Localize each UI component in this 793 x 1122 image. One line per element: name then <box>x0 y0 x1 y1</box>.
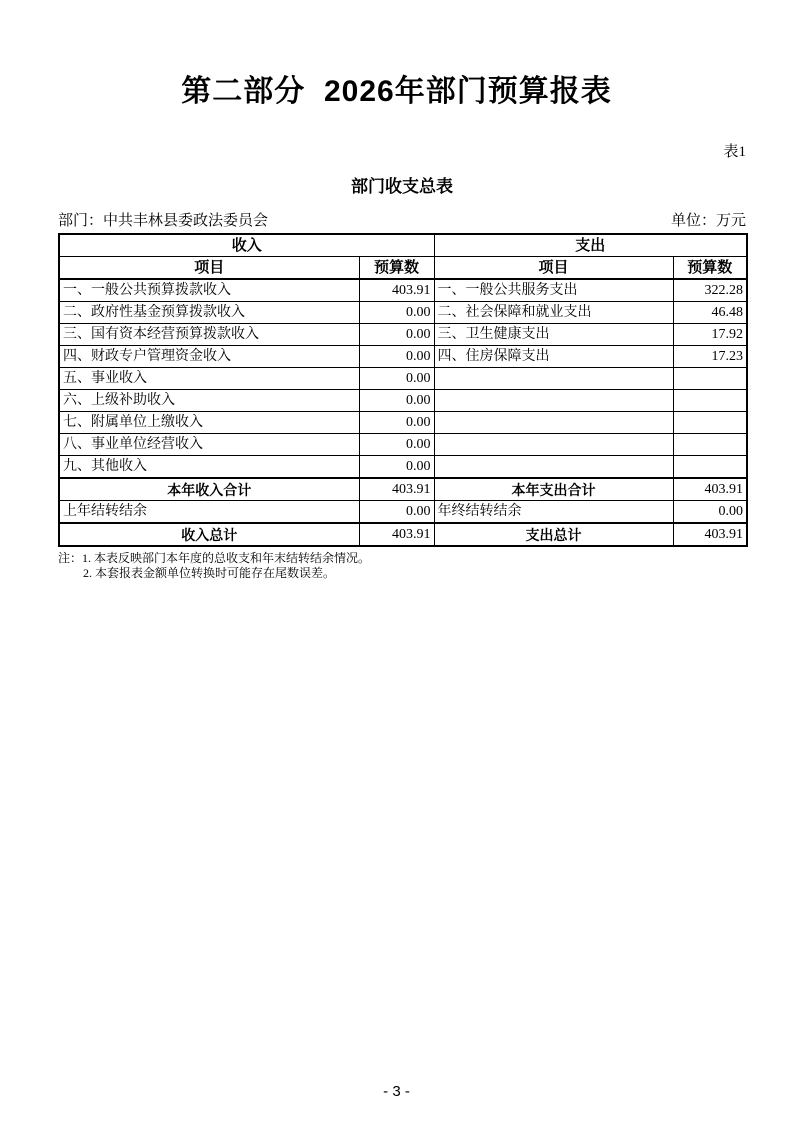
carryover-row <box>59 501 747 524</box>
income-value-cell: 0.00 <box>359 434 434 456</box>
expense-value-cell <box>673 368 747 390</box>
income-item-cell: 九、其他收入 <box>59 456 359 479</box>
expense-total-label-cell: 本年支出合计 <box>434 478 673 501</box>
expense-budget-header: 预算数 <box>673 257 747 280</box>
expense-item-cell <box>434 434 673 456</box>
table-row <box>59 368 747 390</box>
income-item-cell: 六、上级补助收入 <box>59 390 359 412</box>
income-grand-total-label-cell: 收入总计 <box>59 523 359 546</box>
income-value-cell: 0.00 <box>359 412 434 434</box>
expense-value-cell: 0.00 <box>673 501 747 524</box>
expense-item-header: 项目 <box>434 257 673 280</box>
expense-item-cell: 四、住房保障支出 <box>434 346 673 368</box>
expense-grand-total-value-cell: 403.91 <box>673 523 747 546</box>
table-row <box>59 346 747 368</box>
footnote-line-2: 2. 本套报表金额单位转换时可能存在尾数误差。 <box>83 566 336 580</box>
expense-total-value-cell: 403.91 <box>673 478 747 501</box>
income-grand-total-value-cell: 403.91 <box>359 523 434 546</box>
expense-item-cell: 二、社会保障和就业支出 <box>434 302 673 324</box>
income-section-header: 收入 <box>59 234 434 257</box>
table-title: 部门收支总表 <box>351 177 453 196</box>
expense-value-cell <box>673 390 747 412</box>
unit-label: 单位：万元 <box>670 213 746 229</box>
income-item-cell: 上年结转结余 <box>59 501 359 524</box>
expense-value-cell <box>673 456 747 479</box>
income-item-header: 项目 <box>59 257 359 280</box>
expense-item-cell <box>434 390 673 412</box>
annual-total-row <box>59 478 747 501</box>
expense-value-cell: 17.23 <box>673 346 747 368</box>
expense-value-cell: 46.48 <box>673 302 747 324</box>
income-item-cell: 五、事业收入 <box>59 368 359 390</box>
table-row <box>59 279 747 302</box>
expense-item-cell <box>434 456 673 479</box>
income-value-cell: 0.00 <box>359 302 434 324</box>
expense-value-cell <box>673 434 747 456</box>
expense-value-cell: 322.28 <box>673 279 747 302</box>
income-value-cell: 0.00 <box>359 324 434 346</box>
expenditure-section-header: 支出 <box>434 234 747 257</box>
income-value-cell: 0.00 <box>359 346 434 368</box>
department-label: 部门：中共丰林县委政法委员会 <box>58 213 269 229</box>
section-header-row <box>59 234 747 257</box>
expense-item-cell: 三、卫生健康支出 <box>434 324 673 346</box>
column-header-row <box>59 257 747 280</box>
expense-value-cell: 17.92 <box>673 324 747 346</box>
income-value-cell: 0.00 <box>359 368 434 390</box>
table-row <box>59 434 747 456</box>
expense-item-cell: 一、一般公共服务支出 <box>434 279 673 302</box>
table-row <box>59 412 747 434</box>
page-title: 第二部分 2026年部门预算报表 <box>181 75 612 108</box>
page-content <box>58 0 746 581</box>
table-row <box>59 390 747 412</box>
income-item-cell: 三、国有资本经营预算拨款收入 <box>59 324 359 346</box>
income-budget-header: 预算数 <box>359 257 434 280</box>
table-number-label: 表1 <box>723 144 746 160</box>
income-item-cell: 一、一般公共预算拨款收入 <box>59 279 359 302</box>
table-row <box>59 302 747 324</box>
expense-item-cell <box>434 368 673 390</box>
income-value-cell: 0.00 <box>359 456 434 479</box>
income-item-cell: 二、政府性基金预算拨款收入 <box>59 302 359 324</box>
expense-item-cell <box>434 412 673 434</box>
budget-summary-table <box>58 233 748 547</box>
expense-value-cell <box>673 412 747 434</box>
income-item-cell: 八、事业单位经营收入 <box>59 434 359 456</box>
income-item-cell: 七、附属单位上缴收入 <box>59 412 359 434</box>
income-value-cell: 403.91 <box>359 279 434 302</box>
footnote-line-1: 注：1. 本表反映部门本年度的总收支和年末结转结余情况。 <box>58 551 371 565</box>
expense-item-cell: 年终结转结余 <box>434 501 673 524</box>
table-row <box>59 456 747 479</box>
income-value-cell: 0.00 <box>359 501 434 524</box>
table-row <box>59 324 747 346</box>
expense-grand-total-label-cell: 支出总计 <box>434 523 673 546</box>
income-value-cell: 0.00 <box>359 390 434 412</box>
footnotes <box>58 551 746 581</box>
income-total-label-cell: 本年收入合计 <box>59 478 359 501</box>
income-item-cell: 四、财政专户管理资金收入 <box>59 346 359 368</box>
income-total-value-cell: 403.91 <box>359 478 434 501</box>
page-number: - 3 - <box>383 1083 410 1100</box>
table-meta-row <box>58 212 746 230</box>
grand-total-row <box>59 523 747 546</box>
